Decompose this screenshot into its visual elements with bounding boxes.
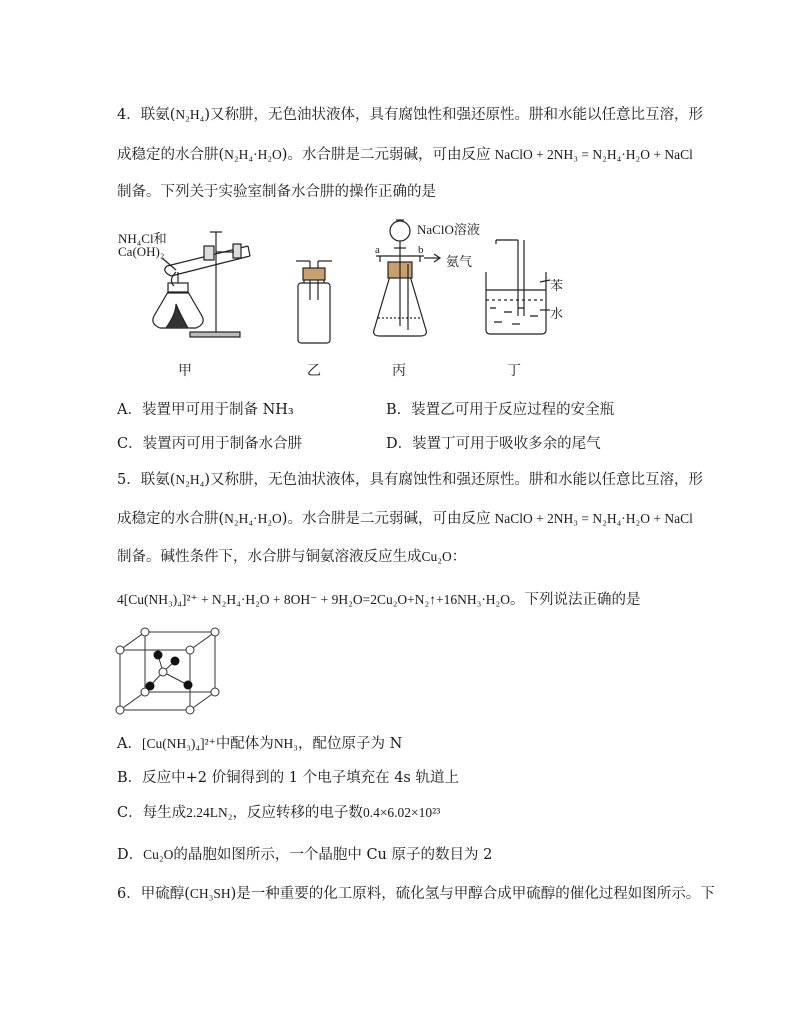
- q5-option-b[interactable]: B．反应中+2 价铜得到的 1 个电子填充在 4s 轨道上: [117, 770, 459, 786]
- cu-atoms: [146, 651, 193, 691]
- naclo-label: NaClO溶液: [417, 222, 480, 237]
- o-atoms: [116, 628, 219, 714]
- q5-option-a[interactable]: A．[Cu(NH₃)₄]²⁺中配体为NH₃，配位原子为 N: [117, 736, 403, 752]
- apparatus-yi-label: 乙: [307, 364, 321, 379]
- apparatus-jia-label: 甲: [178, 364, 192, 379]
- q5-equation: 4[Cu(NH₃)₄]²⁺ + N₂H₄·H₂O + 8OH⁻ + 9H₂O=2Cu₂O+N₂↑+16NH₃·H₂O。下列说法正确的是: [117, 592, 641, 608]
- q5-option-c[interactable]: C．每生成2.24LN₂，反应转移的电子数0.4×6.02×10²³: [117, 805, 441, 821]
- q4-line-3: 制备。下列关于实验室制备水合肼的操作正确的是: [117, 184, 436, 200]
- q6-line-1: 6．甲硫醇(CH₃SH)是一种重要的化工原料，硫化氢与甲醇合成甲硫醇的催化过程如图所示。下: [117, 886, 715, 902]
- ammonia-label: 氨气: [446, 254, 473, 269]
- q5-line-1: 5．联氨(N₂H₄)又称肼，无色油状液体，具有腐蚀性和强还原性。肼和水能以任意比互溶，形: [117, 472, 703, 488]
- q4-line-2: 成稳定的水合肼(N₂H₄·H₂O)。水合肼是二元弱碱，可由反应 NaClO + 2NH₃ = N₂H₄·H₂O + NaCl: [117, 147, 693, 163]
- q4-option-a[interactable]: A．装置甲可用于制备 NH₃: [117, 402, 294, 418]
- q5-line-3: 制备。碱性条件下，水合肼与铜氨溶液反应生成Cu₂O：: [117, 549, 467, 565]
- valve-b-label: b: [418, 244, 424, 256]
- q4-line-1: 4．联氨(N₂H₄)又称肼，无色油状液体，具有腐蚀性和强还原性。肼和水能以任意比互溶，形: [117, 107, 703, 123]
- water-label: 水: [550, 306, 564, 321]
- benzene-label: 苯: [550, 278, 564, 293]
- q5-line-2: 成稳定的水合肼(N₂H₄·H₂O)。水合肼是二元弱碱，可由反应 NaClO + 2NH₃ = N₂H₄·H₂O + NaCl: [117, 511, 693, 527]
- q4-option-b[interactable]: B．装置乙可用于反应过程的安全瓶: [386, 402, 615, 418]
- q4-option-c[interactable]: C．装置丙可用于制备水合肼: [117, 436, 303, 452]
- apparatus-ding-label: 丁: [507, 364, 521, 379]
- apparatus-bing-label: 丙: [392, 364, 406, 379]
- reagent-label-2: Ca(OH)₂: [118, 244, 165, 259]
- q4-option-d[interactable]: D．装置丁可用于吸收多余的尾气: [386, 436, 601, 452]
- reagent-label-1: NH₄Cl和: [118, 231, 167, 246]
- valve-a-label: a: [375, 244, 380, 256]
- q5-option-d[interactable]: D．Cu₂O的晶胞如图所示，一个晶胞中 Cu 原子的数目为 2: [117, 847, 493, 863]
